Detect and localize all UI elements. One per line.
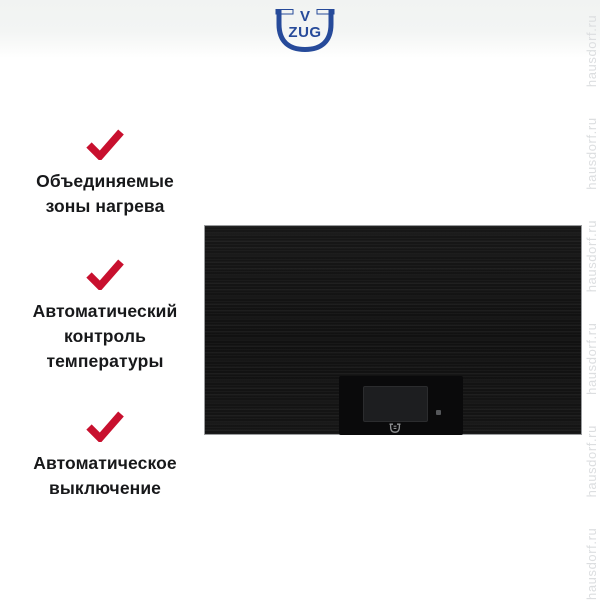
- feature-item-temperature-control: [15, 258, 195, 374]
- feature-line: зоны нагрева: [45, 196, 165, 216]
- cooktop-product-image: [204, 225, 582, 435]
- feature-line: выключение: [48, 478, 162, 498]
- checkmark-icon: [86, 128, 124, 160]
- feature-text: [15, 169, 195, 219]
- watermark-hausdorf: hausdorf.ru hausdorf.ru hausdorf.ru hausdorf.ru hausdorf.ru hausdorf.ru: [584, 14, 599, 600]
- feature-item-combinable-zones: [15, 128, 195, 219]
- logo-letters-zug: ZUG: [288, 24, 322, 41]
- vzug-mini-logo-icon: [389, 423, 401, 433]
- feature-item-auto-shutoff: [15, 410, 195, 501]
- cooktop-display-screen: [363, 386, 428, 422]
- feature-line: Автоматическое: [33, 453, 177, 473]
- panel-power-button: [436, 410, 441, 415]
- feature-line: Автоматический: [32, 301, 178, 321]
- logo-letter-v: V: [299, 8, 311, 25]
- feature-text: [15, 451, 195, 501]
- vzug-logo-icon: [274, 6, 336, 52]
- feature-line: контроль: [64, 326, 146, 346]
- feature-line: Объединяемые: [36, 171, 174, 191]
- checkmark-icon: [86, 410, 124, 442]
- cooktop-control-panel: [339, 376, 463, 435]
- checkmark-icon: [86, 258, 124, 290]
- feature-line: температуры: [46, 351, 164, 371]
- feature-text: [15, 299, 195, 374]
